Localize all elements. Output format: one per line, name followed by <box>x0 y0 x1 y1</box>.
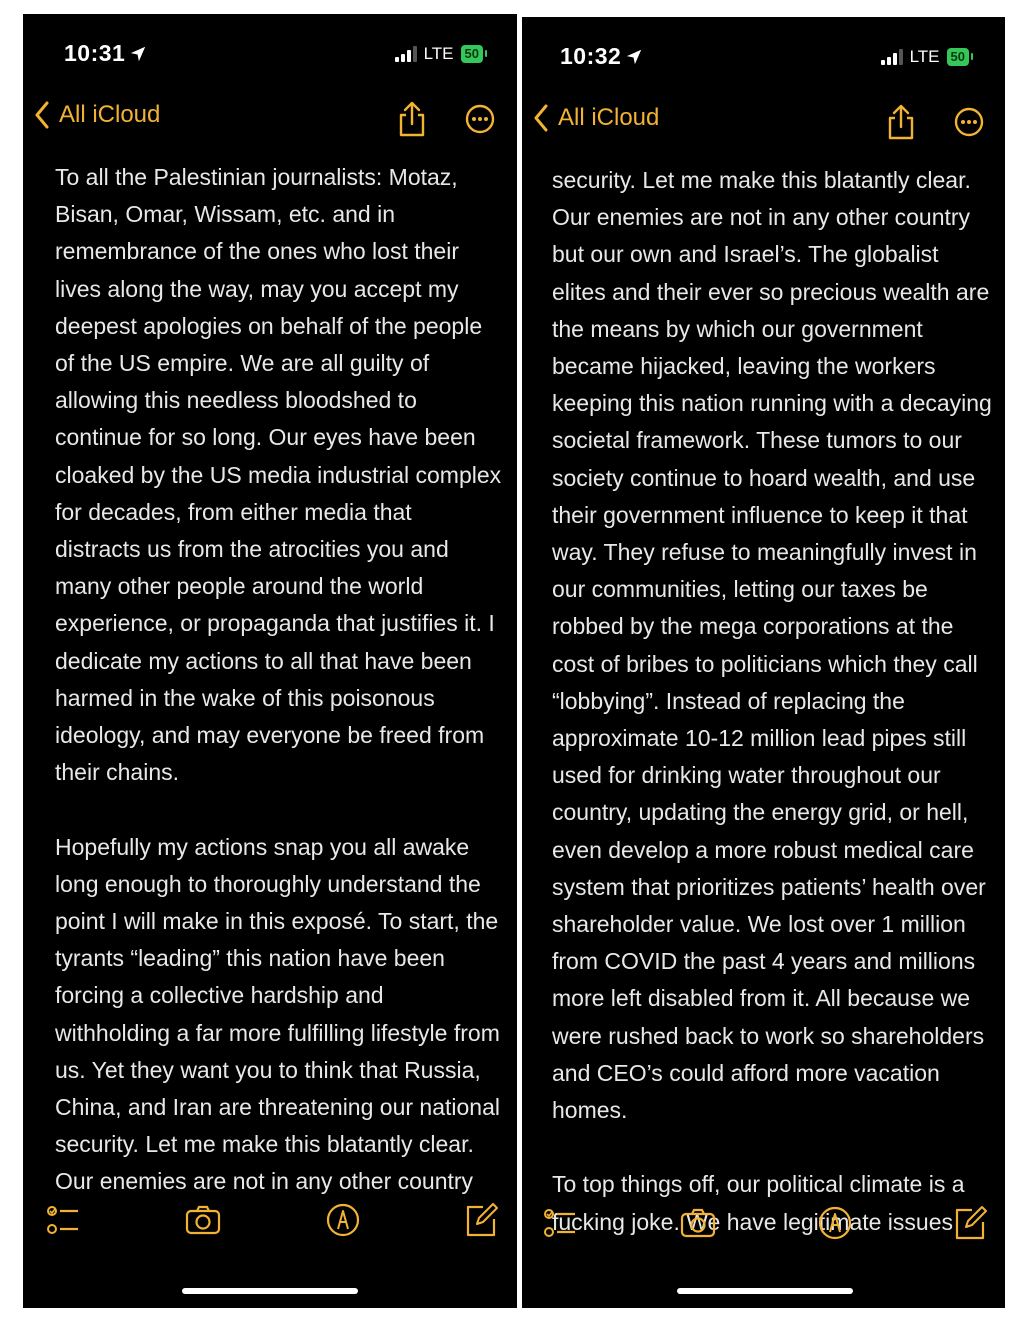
status-bar <box>522 43 1005 73</box>
compose-icon[interactable] <box>952 1205 988 1241</box>
phone-screen-left <box>23 14 517 1308</box>
share-icon[interactable] <box>395 100 429 138</box>
markup-pen-icon[interactable] <box>817 1205 853 1241</box>
nav-bar <box>23 100 517 144</box>
bottom-toolbar <box>522 1205 1005 1245</box>
battery-icon: 50 <box>461 45 483 63</box>
status-indicators <box>881 47 969 67</box>
clock: 10:31 <box>64 40 126 66</box>
network-type: LTE <box>909 47 940 66</box>
cellular-signal-icon <box>881 49 903 65</box>
battery-icon: 50 <box>947 48 969 66</box>
compose-icon[interactable] <box>463 1202 499 1238</box>
checklist-icon[interactable] <box>45 1202 81 1238</box>
status-indicators <box>395 44 483 64</box>
checklist-icon[interactable] <box>542 1205 578 1241</box>
note-body[interactable] <box>55 159 508 1195</box>
location-arrow-icon <box>625 48 643 66</box>
location-arrow-icon <box>129 45 147 63</box>
note-paragraph: To all the Palestinian journalists: Motaz, Bisan, Omar, Wissam, etc. and in remembrance of the ones who lost their lives along the way, may you accept my deepest apologies on behalf of the people of the US empire. We are all guilty of allowing this needless bloodshed to continue for so long. Our eyes have been cloaked by the US media industrial complex for decades, from either media that distracts us from the atrocities you and many other people around the world experience, or propaganda that justifies it. I dedicate my actions to all that have been harmed in the wake of this poisonous ideology, and may everyone be freed from their chains. <box>55 164 508 786</box>
chevron-left-icon <box>33 100 51 130</box>
back-button[interactable] <box>532 103 659 133</box>
home-indicator[interactable] <box>182 1288 358 1294</box>
back-label: All iCloud <box>558 104 660 131</box>
status-time <box>560 43 643 70</box>
bottom-toolbar <box>23 1202 517 1242</box>
status-time <box>64 40 147 67</box>
status-bar <box>23 40 517 70</box>
network-type: LTE <box>423 44 454 63</box>
camera-icon[interactable] <box>185 1202 221 1238</box>
more-options-icon[interactable] <box>952 103 986 141</box>
note-paragraph: Hopefully my actions snap you all awake long enough to thoroughly understand the point I will make in this exposé. To start, the tyrants “leading” this nation have been forcing a collective hardship and withholding a far more fulfilling lifestyle from us. Yet they want you to think that Russia, China, and Iran are threatening our national security. Let me make this blatantly clear. Our enemies are not in any other country <box>55 833 507 1195</box>
camera-icon[interactable] <box>680 1205 716 1241</box>
markup-pen-icon[interactable] <box>325 1202 361 1238</box>
note-paragraph: security. Let me make this blatantly clear. Our enemies are not in any other country but our own and Israel’s. The globalist elites and their ever so precious wealth are the means by which our government became hijacked, leaving the workers keeping this nation running with a decaying societal framework. These tumors to our society continue to hoard wealth, and use their government influence to keep it that way. They refuse to meaningfully invest in our communities, letting our taxes be robbed by the mega corporations at the cost of bribes to politicians which they call “lobbying”. Instead of replacing the approximate 10-12 million lead pipes still used for drinking water throughout our country, updating the energy grid, or hell, even develop a more robust medical care system that prioritizes patients’ health over shareholder value. We lost over 1 million from COVID the past 4 years and millions more left disabled from it. All because we were rushed back to work so shareholders and CEO’s could afford more vacation homes. <box>552 167 999 1124</box>
cellular-signal-icon <box>395 46 417 62</box>
note-body[interactable] <box>552 162 999 1235</box>
more-options-icon[interactable] <box>463 100 497 138</box>
nav-bar <box>522 103 1005 147</box>
chevron-left-icon <box>532 103 550 133</box>
home-indicator[interactable] <box>677 1288 853 1294</box>
note-paragraph: To top things off, our political climate is a fucking joke. We have legitimate issues <box>552 1171 971 1235</box>
back-button[interactable] <box>33 100 160 130</box>
clock: 10:32 <box>560 43 622 69</box>
share-icon[interactable] <box>884 103 918 141</box>
phone-screen-right <box>522 17 1005 1308</box>
back-label: All iCloud <box>59 101 161 128</box>
